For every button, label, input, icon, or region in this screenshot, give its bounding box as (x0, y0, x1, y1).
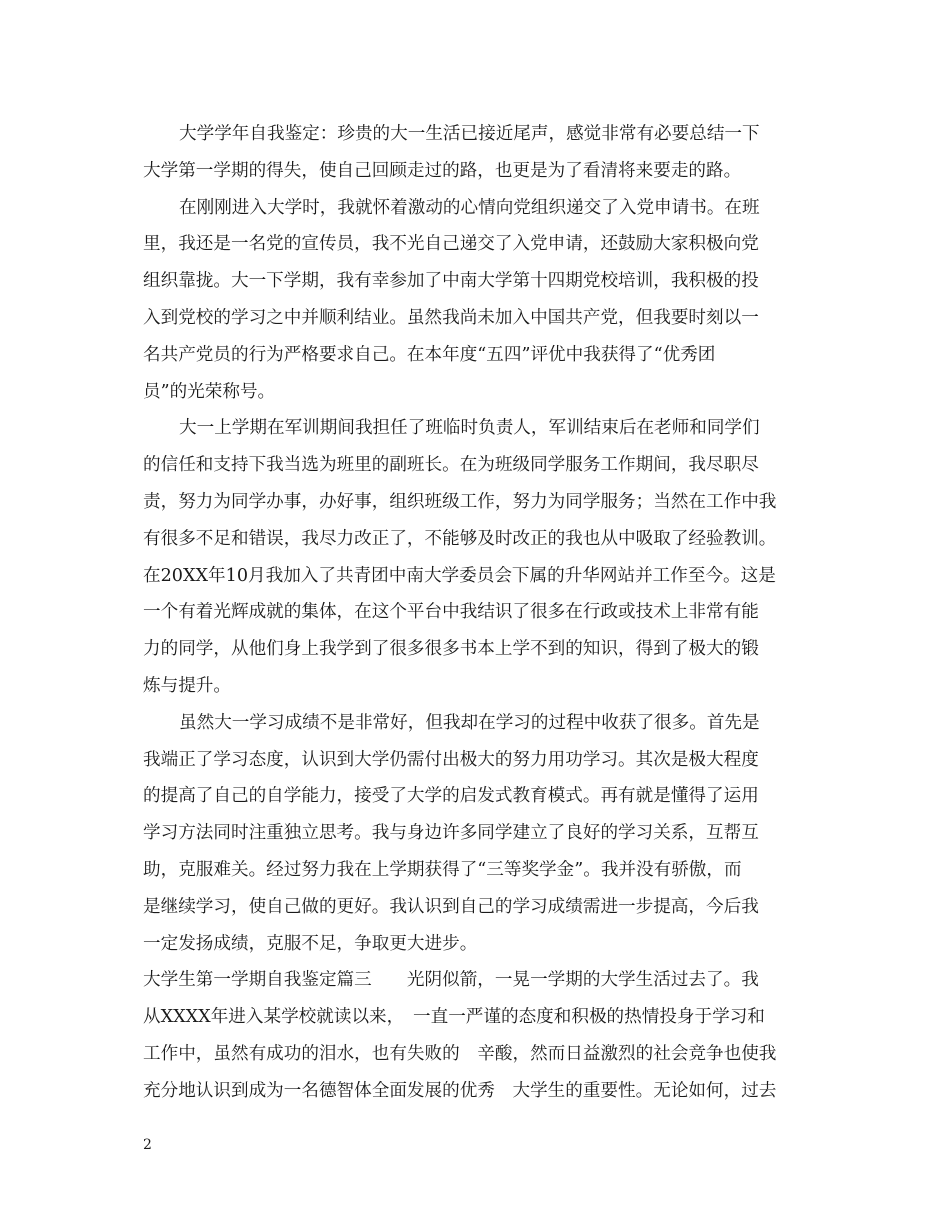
text-line: 工作中，虽然有成功的泪水，也有失败的 辛酸，然而日益激烈的社会竞争也使我 (143, 1043, 777, 1064)
text-line: 大学第一学期的得失，使自己回顾走过的路，也更是为了看清将来要走的路。 (143, 160, 742, 181)
document-body (143, 116, 811, 1110)
text-line: 员”的光荣称号。 (143, 381, 276, 402)
text-line: 组织靠拢。大一下学期，我有幸参加了中南大学第十四期党校培训，我积极的投 (143, 271, 759, 292)
text-line: 大一上学期在军训期间我担任了班临时负责人，军训结束后在老师和同学们 (179, 418, 760, 439)
text-line: 一个有着光辉成就的集体，在这个平台中我结识了很多在行政或技术上非常有能 (143, 602, 759, 623)
text-line: 虽然大一学习成绩不是非常好，但我却在学习的过程中收获了很多。首先是 (179, 712, 760, 733)
text-line: 学习方法同时注重独立思考。我与身边许多同学建立了良好的学习关系，互帮互 (143, 823, 759, 844)
text-line: 有很多不足和错误，我尽力改正了，不能够及时改正的我也从中吸取了经验教训。 (143, 528, 777, 549)
text-line: 责，努力为同学办事，办好事，组织班级工作，努力为同学服务；当然在工作中我 (143, 491, 777, 512)
text-line: 是继续学习，使自己做的更好。我认识到自己的学习成绩需进一步提高，今后我 (143, 896, 759, 917)
text-line: 的信任和支持下我当选为班里的副班长。在为班级同学服务工作期间，我尽职尽 (143, 455, 759, 476)
text-line: 名共产党员的行为严格要求自己。在本年度“五四”评优中我获得了“优秀团 (143, 344, 716, 365)
text-line: 力的同学，从他们身上我学到了很多很多书本上学不到的知识，得到了极大的锻 (143, 639, 759, 660)
text-line: 一定发扬成绩，克服不足，争取更大进步。 (143, 933, 478, 954)
text-line: 助，克服难关。经过努力我在上学期获得了“三等奖学金”。我并没有骄傲，而 (143, 859, 742, 880)
text-line: 大学学年自我鉴定：珍贵的大一生活已接近尾声，感觉非常有必要总结一下 (179, 124, 760, 144)
text-line: 在20XX年10月我加入了共青团中南大学委员会下属的升华网站并工作至今。这是 (143, 565, 776, 586)
text-line: 大学生第一学期自我鉴定篇三 光阴似箭，一晃一学期的大学生活过去了。我 (143, 970, 759, 991)
text-line: 从XXXX年进入某学校就读以来， 一直一严谨的态度和积极的热情投身于学习和 (143, 1007, 765, 1028)
page-number: 2 (143, 1137, 152, 1153)
text-line: 入到党校的学习之中并顺利结业。虽然我尚未加入中国共产党，但我要时刻以一 (143, 307, 759, 328)
text-line: 在刚刚进入大学时，我就怀着激动的心情向党组织递交了入党申请书。在班 (179, 197, 760, 218)
text-line: 里，我还是一名党的宣传员，我不光自己递交了入党申请，还鼓励大家积极向党 (143, 234, 759, 255)
text-line: 我端正了学习态度，认识到大学仍需付出极大的努力用功学习。其次是极大程度 (143, 749, 759, 770)
text-line: 的提高了自己的自学能力，接受了大学的启发式教育模式。再有就是懂得了运用 (143, 786, 759, 807)
text-line: 炼与提升。 (143, 675, 231, 696)
text-line: 充分地认识到成为一名德智体全面发展的优秀 大学生的重要性。无论如何，过去 (143, 1080, 777, 1101)
